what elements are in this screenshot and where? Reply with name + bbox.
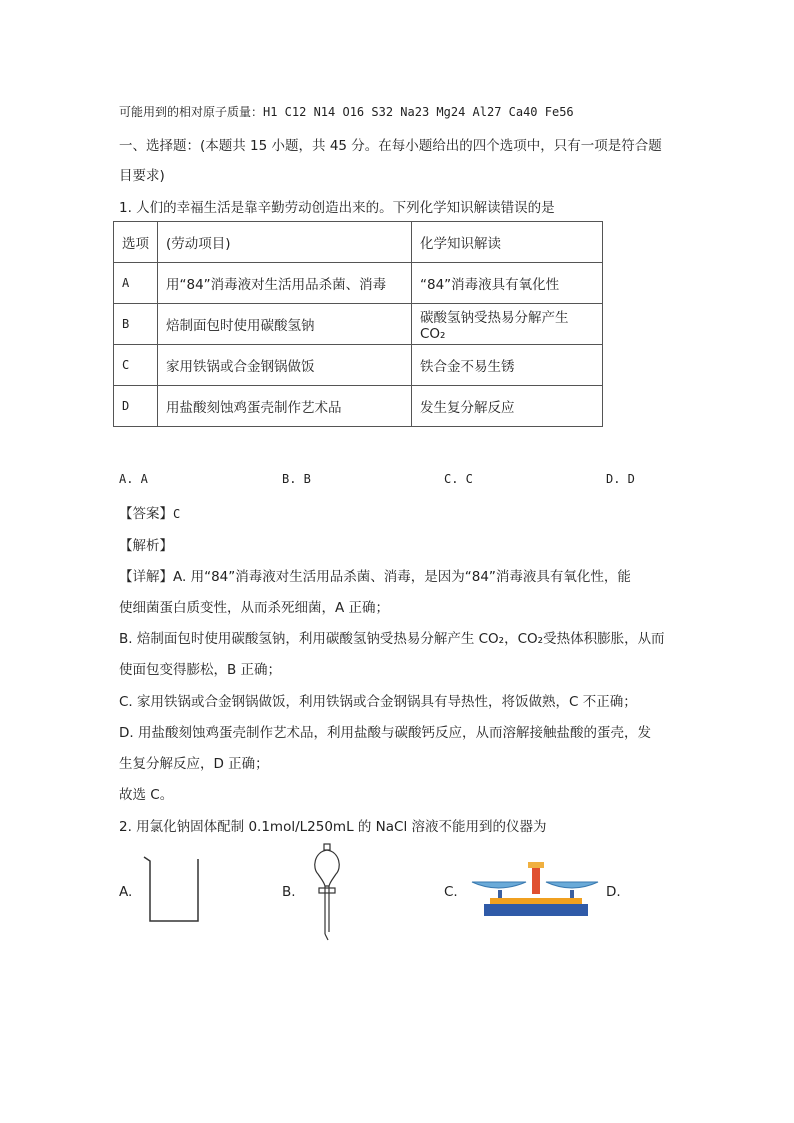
section-title-line1: 一、选择题：(本题共 15 小题，共 45 分。在每小题给出的四个选项中，只有一项是符合题 — [119, 138, 662, 154]
explanation-line-4: 使面包变得膨松，B 正确； — [119, 662, 282, 678]
table-header-cell: (劳动项目) — [158, 222, 412, 263]
explanation-line-2: 使细菌蛋白质变性，从而杀死细菌，A 正确； — [119, 600, 390, 616]
explanation-line-1 — [119, 565, 631, 585]
explanation-line-8: 故选 C。 — [119, 787, 174, 803]
table-row — [114, 345, 603, 386]
table-header-cell: 选项 — [114, 222, 158, 263]
section-title-line2: 目要求) — [119, 168, 165, 184]
atomic-mass-line: 可能用到的相对原子质量：H1 C12 N14 O16 S32 Na23 Mg24 Al27 Ca40 Fe56 — [119, 105, 574, 119]
question-2-option-b: B. — [282, 884, 296, 900]
table-cell: 家用铁锅或合金钢锅做饭 — [158, 345, 412, 386]
table-cell: 铁合金不易生锈 — [412, 345, 603, 386]
table-cell: 发生复分解反应 — [412, 386, 603, 427]
question-2-stem: 2. 用氯化钠固体配制 0.1mol/L250mL 的 NaCl 溶液不能用到的仪器为 — [119, 819, 547, 835]
detail-tag: 【详解】 — [119, 569, 173, 585]
analysis-tag: 【解析】 — [119, 538, 173, 554]
answer-line — [119, 502, 180, 522]
question-2-option-d: D. — [606, 884, 621, 900]
table-cell: 焙制面包时使用碳酸氢钠 — [158, 304, 412, 345]
table-row — [114, 263, 603, 304]
question-2-option-a: A. — [119, 884, 133, 900]
answer-tag: 【答案】 — [119, 506, 173, 522]
table-cell: D — [114, 386, 158, 427]
table-cell: 用盐酸刻蚀鸡蛋壳制作艺术品 — [158, 386, 412, 427]
table-cell: 用“84”消毒液对生活用品杀菌、消毒 — [158, 263, 412, 304]
table-header-row — [114, 222, 603, 263]
table-cell: C — [114, 345, 158, 386]
beaker-icon — [140, 853, 204, 925]
table-cell: 碳酸氢钠受热易分解产生 CO₂ — [412, 304, 603, 345]
explanation-line-5: C. 家用铁锅或合金钢锅做饭，利用铁锅或合金钢锅具有导热性，将饭做熟，C 不正确； — [119, 694, 637, 710]
table-row — [114, 304, 603, 345]
explanation-line-3: B. 焙制面包时使用碳酸氢钠，利用碳酸氢钠受热易分解产生 CO₂，CO₂受热体积膨胀，从而 — [119, 631, 665, 647]
question-1-option-a: A. A — [119, 472, 148, 486]
question-1-option-b: B. B — [282, 472, 311, 486]
separatory-funnel-icon — [308, 842, 348, 942]
question-1-option-d: D. D — [606, 472, 635, 486]
table-cell: “84”消毒液具有氧化性 — [412, 263, 603, 304]
explanation-line-7: 生复分解反应，D 正确； — [119, 756, 269, 772]
answer-value: C — [173, 507, 181, 521]
explanation-text: A. 用“84”消毒液对生活用品杀菌、消毒，是因为“84”消毒液具有氧化性，能 — [173, 569, 631, 585]
table-cell: A — [114, 263, 158, 304]
question-1-option-c: C. C — [444, 472, 473, 486]
balance-scale-icon — [468, 860, 602, 920]
table-cell: B — [114, 304, 158, 345]
question-1-table — [113, 221, 603, 427]
explanation-line-6: D. 用盐酸刻蚀鸡蛋壳制作艺术品，利用盐酸与碳酸钙反应，从而溶解接触盐酸的蛋壳，发 — [119, 725, 651, 741]
question-2-option-c: C. — [444, 884, 458, 900]
question-1-stem: 1. 人们的幸福生活是靠辛勤劳动创造出来的。下列化学知识解读错误的是 — [119, 200, 555, 216]
table-header-cell: 化学知识解读 — [412, 222, 603, 263]
table-row — [114, 386, 603, 427]
